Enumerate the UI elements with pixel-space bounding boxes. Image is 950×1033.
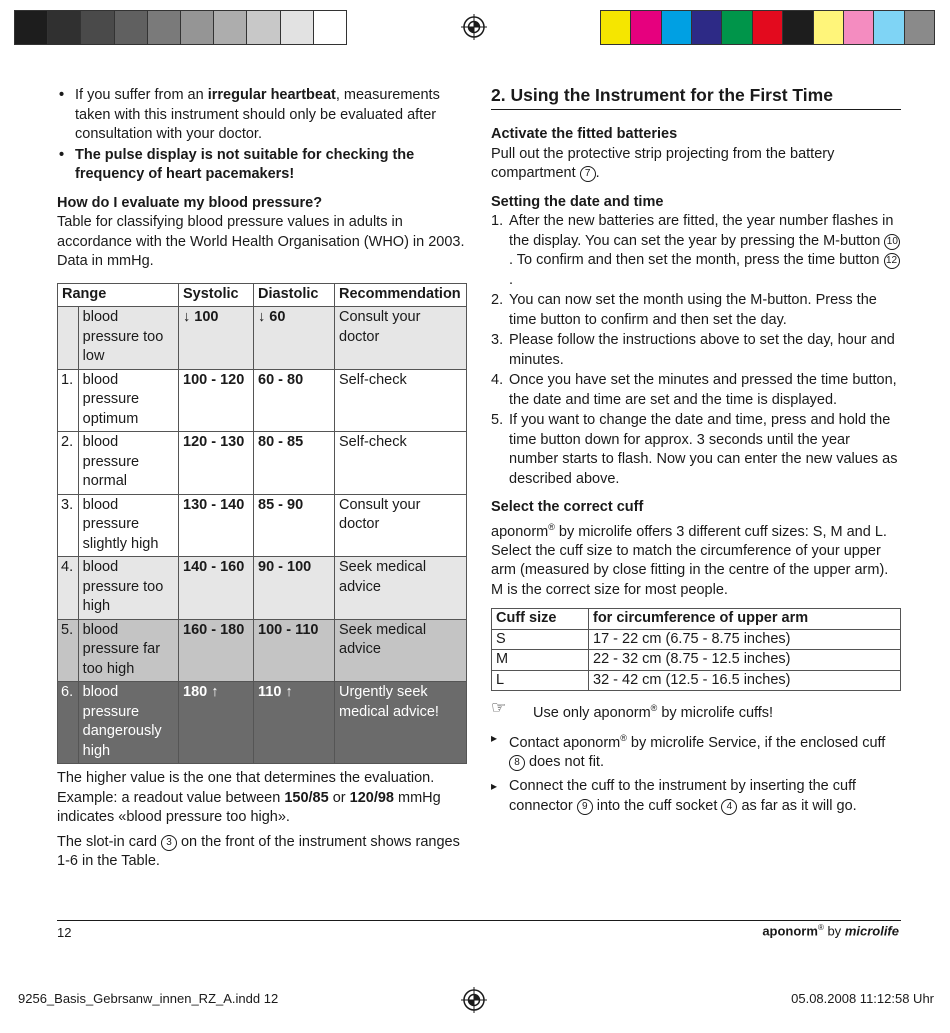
color-swatch-9	[844, 11, 874, 44]
cell-recommendation: Seek medical advice	[335, 619, 467, 682]
header-diastolic: Diastolic	[254, 283, 335, 307]
cell-range-label: blood pressure dangerously high	[78, 682, 178, 764]
color-swatch-4	[692, 11, 722, 44]
ref-10: 10	[884, 234, 900, 250]
print-slug-filename: 9256_Basis_Gebrsanw_innen_RZ_A.indd 12	[18, 991, 279, 1006]
cell-diastolic: ↓ 60	[254, 307, 335, 370]
color-swatch-8	[814, 11, 844, 44]
ref-7: 7	[580, 166, 596, 182]
registration-crosshair-icon	[461, 14, 487, 40]
cell-range-number: 6.	[58, 682, 79, 764]
step-2: 2. You can now set the month using the M-button. Press the time button to confirm and then set the day.	[491, 292, 877, 328]
cell-range-label: blood pressure optimum	[78, 369, 178, 432]
cuff-size-table	[491, 608, 901, 691]
cuff-table-row	[492, 650, 901, 671]
header-cuff-size: Cuff size	[492, 609, 589, 630]
ref-3: 3	[161, 835, 177, 851]
cell-diastolic: 85 - 90	[254, 494, 335, 557]
gray-swatch-8	[247, 11, 280, 44]
arrow-down-icon: ↓	[183, 309, 195, 325]
gray-swatch-6	[181, 11, 214, 44]
cell-range-label: blood pressure too high	[78, 557, 178, 620]
slot-in-card-text: The slot-in card 3 on the front of the instrument shows ranges 1-6 in the Table.	[57, 833, 460, 869]
table-row	[58, 307, 467, 370]
cell-diastolic: 60 - 80	[254, 369, 335, 432]
ref-12: 12	[884, 253, 900, 269]
header-systolic: Systolic	[179, 283, 254, 307]
step-4: 4. Once you have set the minutes and pressed the time button, the date and time are set and the time is displayed.	[491, 372, 897, 408]
select-cuff-text: aponorm® by microlife offers 3 different cuff sizes: S, M and L. Select the cuff size to match the circumference of your upper arm (measured by close fitting in the centre of the upper arm). M is the correct size for most people.	[491, 521, 889, 598]
evaluate-text: Table for classifying blood pressure values in adults in accordance with the World Health Organisation (WHO) in 2003. Data in mmHg.	[57, 214, 465, 269]
ref-9: 9	[577, 799, 593, 815]
section-title: 2. Using the Instrument for the First Time	[491, 84, 901, 110]
table-header-row	[58, 283, 467, 307]
table-row	[58, 494, 467, 557]
date-time-heading: Setting the date and time	[491, 193, 664, 210]
cuff-table-header	[492, 609, 901, 630]
cell-systolic: ↓ 100	[179, 307, 254, 370]
activate-batteries-heading: Activate the fitted batteries	[491, 126, 678, 142]
cell-recommendation: Self-check	[335, 432, 467, 495]
cell-systolic: 140 - 160	[179, 557, 254, 620]
cell-range-number: 2.	[58, 432, 79, 495]
connect-cuff-item: ▸ Connect the cuff to the instrument by inserting the cuff connector 9 into the cuff socket 4 as far as it will go.	[491, 777, 901, 816]
cell-diastolic: 100 - 110	[254, 619, 335, 682]
gray-swatch-3	[81, 11, 114, 44]
color-swatch-1	[601, 11, 631, 44]
arrow-up-icon: ↑	[207, 684, 219, 700]
right-column	[491, 84, 901, 816]
header-range: Range	[58, 283, 179, 307]
arrow-up-icon: ↑	[281, 684, 293, 700]
color-swatch-6	[753, 11, 783, 44]
activate-batteries-text: Pull out the protective strip projecting from the battery compartment 7 .	[491, 145, 835, 181]
cell-cuff-size: S	[492, 629, 589, 650]
color-swatch-5	[722, 11, 752, 44]
blood-pressure-table	[57, 283, 467, 765]
gray-swatch-7	[214, 11, 247, 44]
gray-swatch-9	[281, 11, 314, 44]
ref-4: 4	[721, 799, 737, 815]
cell-recommendation: Consult your doctor	[335, 494, 467, 557]
grayscale-color-bar	[14, 10, 347, 45]
cell-diastolic: 110 ↑	[254, 682, 335, 764]
cuff-table-row	[492, 670, 901, 691]
cell-systolic: 120 - 130	[179, 432, 254, 495]
process-color-bar	[600, 10, 935, 45]
cell-recommendation: Urgently seek medical advice!	[335, 682, 467, 764]
cell-systolic: 180 ↑	[179, 682, 254, 764]
color-swatch-10	[874, 11, 904, 44]
cell-range-label: blood pressure too low	[78, 307, 178, 370]
cuff-note: ☞ Use only aponorm® by microlife cuffs!	[491, 698, 774, 722]
cell-range-label: blood pressure slightly high	[78, 494, 178, 557]
cell-recommendation: Consult your doctor	[335, 307, 467, 370]
cell-range-number	[58, 307, 79, 370]
step-1: 1. After the new batteries are fitted, the year number flashes in the display. You can set the year by pressing the M-button 10. To confirm and then set the month, press the time button 12.	[491, 212, 901, 290]
table-row	[58, 432, 467, 495]
gray-swatch-10	[314, 11, 346, 44]
table-row	[58, 557, 467, 620]
cell-systolic: 100 - 120	[179, 369, 254, 432]
cell-circumference: 32 - 42 cm (12.5 - 16.5 inches)	[589, 670, 901, 691]
cell-diastolic: 80 - 85	[254, 432, 335, 495]
footer-rule	[57, 920, 901, 921]
cell-systolic: 160 - 180	[179, 619, 254, 682]
cell-diastolic: 90 - 100	[254, 557, 335, 620]
cell-range-label: blood pressure far too high	[78, 619, 178, 682]
evaluate-heading: How do I evaluate my blood pressure?	[57, 194, 323, 211]
cell-range-number: 5.	[58, 619, 79, 682]
evaluation-rule-text: The higher value is the one that determines the evaluation. Example: a readout value between 150/85 or 120/98 mmHg indicates «blood pressure too high».	[57, 770, 441, 825]
brand-logo: aponorm® by microlife	[762, 923, 899, 939]
registration-crosshair-bottom-icon	[461, 987, 487, 1013]
color-swatch-7	[783, 11, 813, 44]
step-3: 3. Please follow the instructions above to set the day, hour and minutes.	[491, 332, 895, 368]
cell-circumference: 17 - 22 cm (6.75 - 8.75 inches)	[589, 629, 901, 650]
gray-swatch-5	[148, 11, 181, 44]
cell-range-label: blood pressure normal	[78, 432, 178, 495]
arrow-down-icon: ↓	[258, 309, 270, 325]
gray-swatch-2	[48, 11, 81, 44]
cell-recommendation: Self-check	[335, 369, 467, 432]
header-circumference: for circumference of upper arm	[589, 609, 901, 630]
page-number: 12	[57, 925, 72, 940]
cell-cuff-size: L	[492, 670, 589, 691]
cuff-table-row	[492, 629, 901, 650]
ref-8: 8	[509, 755, 525, 771]
gray-swatch-4	[115, 11, 148, 44]
table-row	[58, 619, 467, 682]
color-swatch-11	[905, 11, 934, 44]
print-slug-date: 05.08.2008 11:12:58 Uhr	[791, 991, 934, 1006]
note-irregular-heartbeat: • If you suffer from an irregular heartbeat, measurements taken with this instrument should only be evaluated after consultation with your doctor.	[57, 86, 469, 145]
step-5: 5. If you want to change the date and time, press and hold the time button down for approx. 3 seconds until the year number starts to flash. Now you can enter the new values as described above.	[491, 412, 898, 487]
header-recommendation: Recommendation	[335, 283, 467, 307]
note-pacemaker-warning: • The pulse display is not suitable for checking the frequency of heart pacemakers!	[57, 146, 469, 185]
cell-range-number: 1.	[58, 369, 79, 432]
left-column	[57, 86, 469, 872]
cell-cuff-size: M	[492, 650, 589, 671]
select-cuff-heading: Select the correct cuff	[491, 499, 644, 515]
table-row	[58, 682, 467, 764]
color-swatch-3	[662, 11, 692, 44]
cell-circumference: 22 - 32 cm (8.75 - 12.5 inches)	[589, 650, 901, 671]
gray-swatch-1	[15, 11, 48, 44]
pointing-hand-icon: ☞	[491, 698, 507, 718]
contact-service-item: ▸ Contact aponorm® by microlife Service, if the enclosed cuff 8 does not fit.	[491, 729, 901, 773]
color-swatch-2	[631, 11, 661, 44]
table-row	[58, 369, 467, 432]
cell-range-number: 4.	[58, 557, 79, 620]
cell-range-number: 3.	[58, 494, 79, 557]
cell-recommendation: Seek medical advice	[335, 557, 467, 620]
cell-systolic: 130 - 140	[179, 494, 254, 557]
